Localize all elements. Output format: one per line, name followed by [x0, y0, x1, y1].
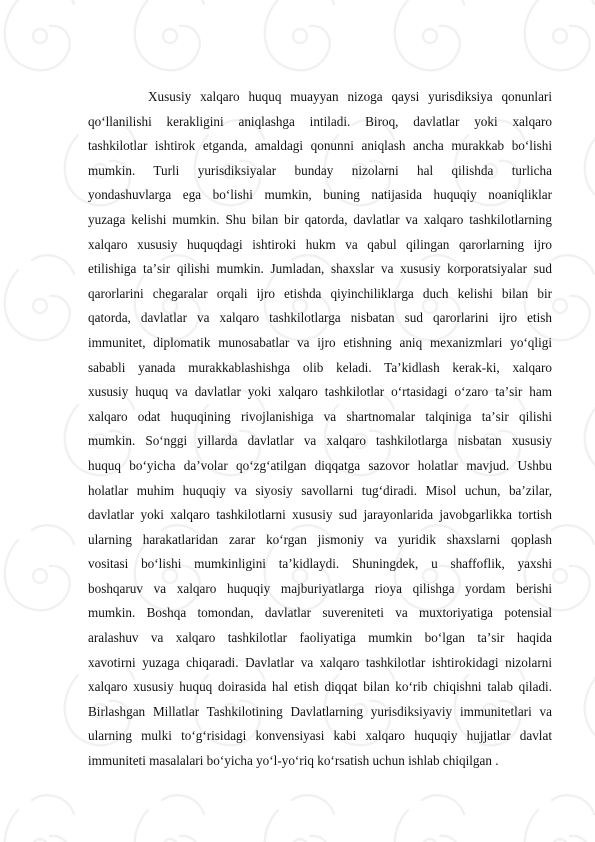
- watermark-motif: [585, 120, 595, 205]
- watermark-motif: [265, 0, 334, 70]
- watermark-motif: [5, 525, 74, 610]
- watermark-motif: [525, 0, 594, 70]
- paragraph-line: xavotirni yuzaga chiqaradi. Davlatlar va xalqaro tashkilotlar ishtirokidagi nizolarni: [88, 654, 552, 670]
- paragraph-line: sababli yanada murakkablashishga olib keladi. Taʼkidlash kerak-ki, xalqaro: [88, 359, 552, 375]
- paragraph-line: immunitet, diplomatik munosabatlar va ijro etishning aniq mexanizmlari yoʻqligi: [88, 334, 552, 350]
- paragraph-line: qoʻllanilishi kerakligini aniqlashga intiladi. Biroq, davlatlar yoki xalqaro: [88, 113, 552, 129]
- paragraph-line: aralashuv va xalqaro tashkilotlar faoliyatiga mumkin boʻlgan taʼsir haqida: [88, 630, 552, 646]
- paragraph-line: yuzaga kelishi mumkin. Shu bilan bir qatorda, davlatlar va xalqaro tashkilotlarning: [88, 211, 552, 227]
- paragraph-line: vositasi boʻlishi mumkinligini taʼkidlaydi. Shuningdek, u shaffoflik, yaxshi: [88, 556, 552, 572]
- paragraph-line: xususiy huquq va davlatlar yoki xalqaro tashkilotlar oʻrtasidagi oʻzaro taʼsir ham: [88, 384, 552, 400]
- paragraph-line: huquq boʻyicha daʼvolar qoʻzgʻatilgan diqqatga sazovor holatlar mavjud. Ushbu: [88, 457, 552, 473]
- watermark-motif: [585, 390, 595, 475]
- paragraph-line: boshqaruv va xalqaro huquqiy majburiyatlarga rioya qilishga yordam berishi: [88, 580, 552, 596]
- paragraph-line: etilishiga taʼsir qilishi mumkin. Jumladan, shaxslar va xususiy korporatsiyalar sud: [88, 261, 552, 277]
- paragraph-line: Xususiy xalqaro huquq muayyan nizoga qaysi yurisdiksiya qonunlari: [148, 89, 552, 104]
- watermark-motif: [525, 795, 594, 842]
- watermark-motif: [135, 795, 204, 842]
- paragraph-line: xalqaro odat huquqining rivojlanishiga va shartnomalar talqiniga taʼsir qilishi: [88, 408, 552, 424]
- watermark-motif: [395, 0, 464, 70]
- paragraph-line: tashkilotlar ishtirok etganda, amaldagi qonunni aniqlash ancha murakkab boʻlishi: [88, 138, 552, 154]
- paragraph-line: davlatlar yoki xalqaro tashkilotlarni xususiy sud jarayonlarida javobgarlikka tortish: [88, 507, 552, 523]
- paragraph-line: holatlar muhim huquqiy va siyosiy savollarni tugʻdiradi. Misol uchun, baʼzilar,: [88, 482, 552, 498]
- paragraph-line: Birlashgan Millatlar Tashkilotining Davlatlarning yurisdiksiyaviy immunitetlari va: [88, 703, 552, 719]
- paragraph-line: mumkin. Turli yurisdiksiyalar bunday nizolarni hal qilishda turlicha: [88, 162, 552, 178]
- watermark-motif: [5, 255, 74, 340]
- watermark-motif: [265, 795, 334, 842]
- watermark-motif: [5, 795, 74, 842]
- paragraph-line: mumkin. Boshqa tomondan, davlatlar suvereniteti va muxtoriyatiga potensial: [88, 605, 552, 621]
- paragraph-line: ularning mulki to‘g‘risidagi konvensiyasi kabi xalqaro huquqiy hujjatlar davlat: [88, 728, 552, 744]
- paragraph-line: yondashuvlarga ega boʻlishi mumkin, buning natijasida huquqiy noaniqliklar: [88, 187, 552, 203]
- paragraph-line: xalqaro xususiy huquq doirasida hal etish diqqat bilan ko‘rib chiqishni talab qiladi.: [88, 679, 552, 695]
- paragraph-line: xalqaro xususiy huquqdagi ishtiroki hukm va qabul qilingan qarorlarning ijro: [88, 236, 552, 252]
- document-body: [88, 85, 552, 774]
- paragraph-line: immuniteti masalalari bo‘yicha yo‘l-yo‘riq ko‘rsatish uchun ishlab chiqilgan .: [88, 753, 499, 769]
- paragraph-line: qatorda, davlatlar va xalqaro tashkilotlarga nisbatan sud qarorlarini ijro etish: [88, 310, 552, 326]
- watermark-motif: [585, 660, 595, 745]
- paragraph-line: qarorlarini chegaralar orqali ijro etishda qiyinchiliklarga duch kelishi bilan bir: [88, 285, 552, 301]
- watermark-motif: [5, 0, 74, 70]
- paragraph-line: ularning harakatlaridan zarar koʻrgan jismoniy va yuridik shaxslarni qoplash: [88, 531, 552, 547]
- paragraph-line: mumkin. Soʻnggi yillarda davlatlar va xalqaro tashkilotlarga nisbatan xususiy: [88, 433, 552, 449]
- watermark-motif: [135, 0, 204, 70]
- watermark-motif: [395, 795, 464, 842]
